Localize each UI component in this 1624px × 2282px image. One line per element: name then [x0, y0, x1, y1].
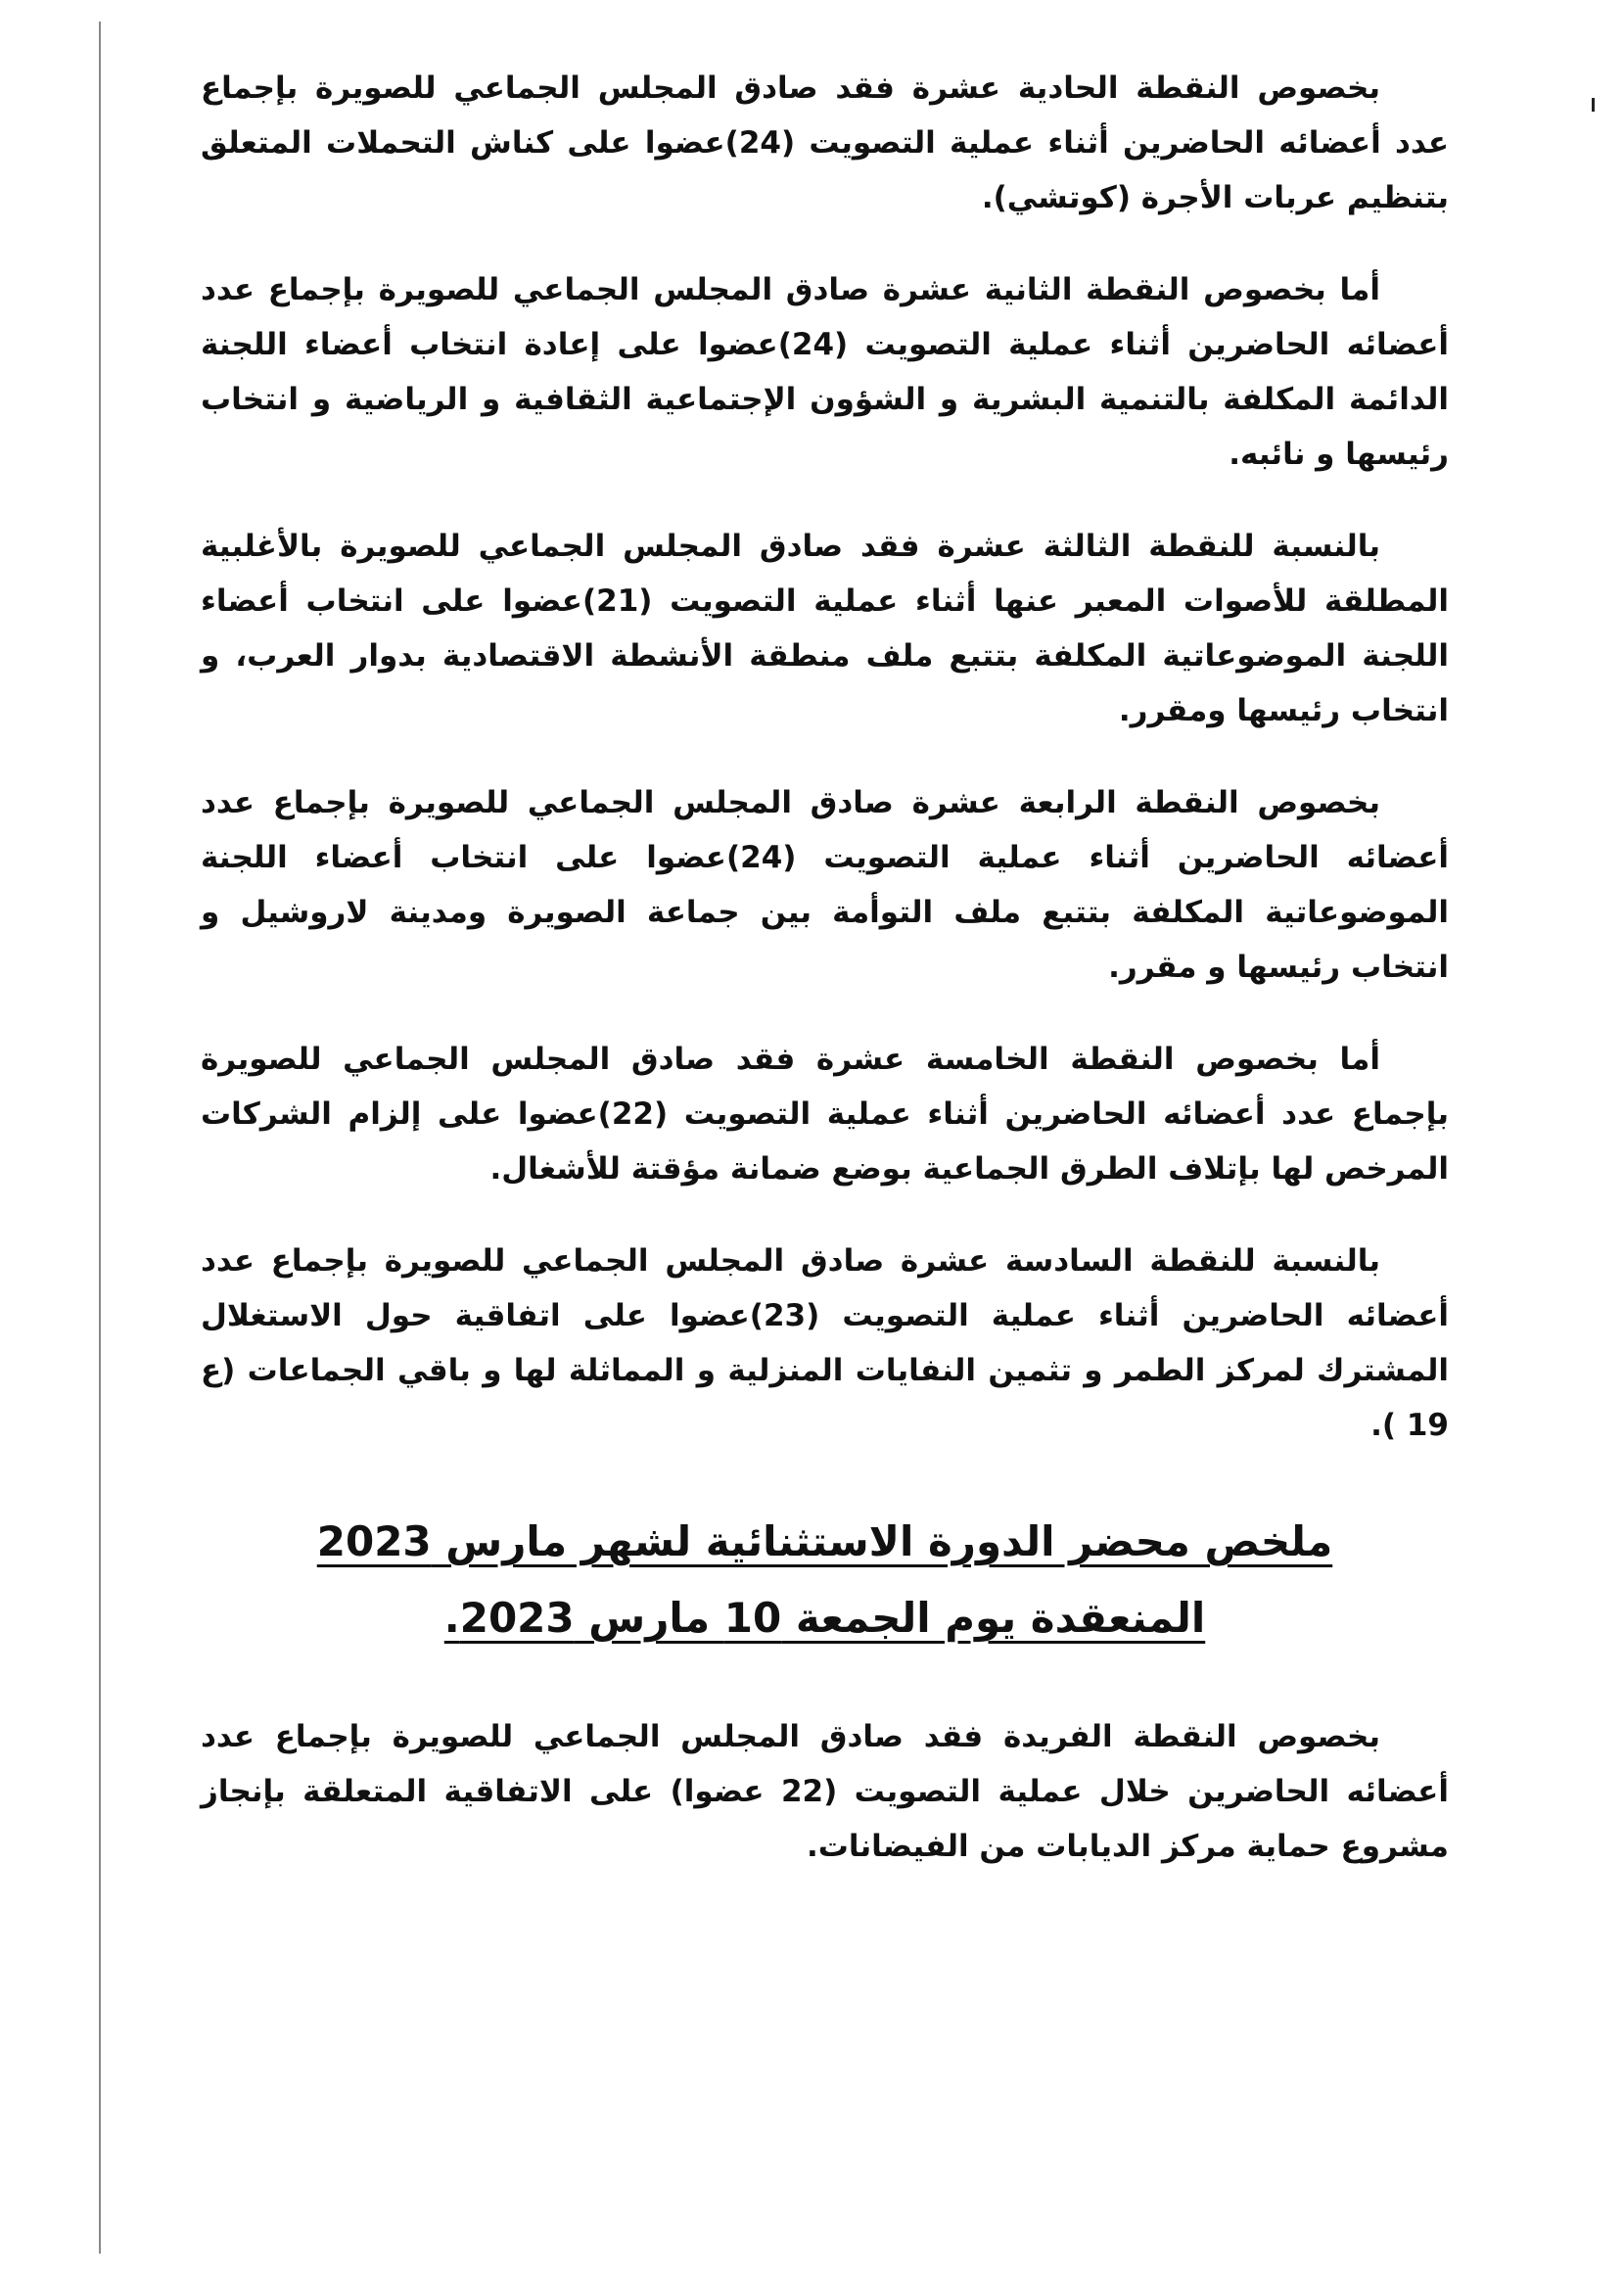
- paragraph-single-point: بخصوص النقطة الفريدة فقد صادق المجلس الجماعي للصويرة بإجماع عدد أعضائه الحاضرين خلال عملية التصويت (22 عضوا) على الاتفاقية المتعلقة بإنجاز مشروع حماية مركز الديابات من الفيضانات.: [201, 1719, 1449, 1864]
- paragraph-point-13: بالنسبة للنقطة الثالثة عشرة فقد صادق المجلس الجماعي للصويرة بالأغلبية المطلقة للأصوات المعبر عنها أثناء عملية التصويت (21)عضوا على انتخاب أعضاء اللجنة الموضوعاتية المكلفة بتتبع ملف منطقة الأنشطة الاقتصادية بدوار العرب، و انتخاب رئيسها ومقرر.: [201, 529, 1449, 728]
- paragraph-point-16: بالنسبة للنقطة السادسة عشرة صادق المجلس الجماعي للصويرة بإجماع عدد أعضائه الحاضرين أثناء عملية التصويت (23)عضوا على اتفاقية حول الاستغلال المشترك لمركز الطمر و تثمين النفايات المنزلية و المماثلة لها و باقي الجماعات (ع 19 ).: [201, 1243, 1450, 1443]
- section-title-line-2: المنعقدة يوم الجمعة 10 مارس 2023.: [443, 1594, 1206, 1642]
- edge-mark: [1592, 98, 1595, 112]
- paragraph-point-14: بخصوص النقطة الرابعة عشرة صادق المجلس الجماعي للصويرة بإجماع عدد أعضائه الحاضرين أثناء عملية التصويت (24)عضوا على انتخاب أعضاء اللجنة الموضوعاتية المكلفة بتتبع ملف التوأمة بين جماعة الصويرة ومدينة لاروشيل و انتخاب رئيسها و مقرر.: [201, 785, 1450, 985]
- section-title-line-1: ملخص محضر الدورة الاستثنائية لشهر مارس 2023: [316, 1517, 1333, 1565]
- paragraph-point-11: بخصوص النقطة الحادية عشرة فقد صادق المجلس الجماعي للصويرة بإجماع عدد أعضائه الحاضرين أثناء عملية التصويت (24)عضوا على كناش التحملات المتعلق بتنظيم عربات الأجرة (كوتشي).: [201, 70, 1449, 215]
- section-title: [201, 1504, 1449, 1656]
- paragraph-point-15: أما بخصوص النقطة الخامسة عشرة فقد صادق المجلس الجماعي للصويرة بإجماع عدد أعضائه الحاضرين أثناء عملية التصويت (22)عضوا على إلزام الشركات المرخص لها بإتلاف الطرق الجماعية بوضع ضمانة مؤقتة للأشغال.: [201, 1042, 1449, 1187]
- document-page: [201, 61, 1449, 1911]
- paragraph-point-12: أما بخصوص النقطة الثانية عشرة صادق المجلس الجماعي للصويرة بإجماع عدد أعضائه الحاضرين أثناء عملية التصويت (24)عضوا على إعادة انتخاب أعضاء اللجنة الدائمة المكلفة بالتنمية البشرية و الشؤون الإجتماعية الثقافية و الرياضية و انتخاب رئيسها و نائبه.: [201, 272, 1449, 472]
- margin-rule: [99, 22, 101, 2254]
